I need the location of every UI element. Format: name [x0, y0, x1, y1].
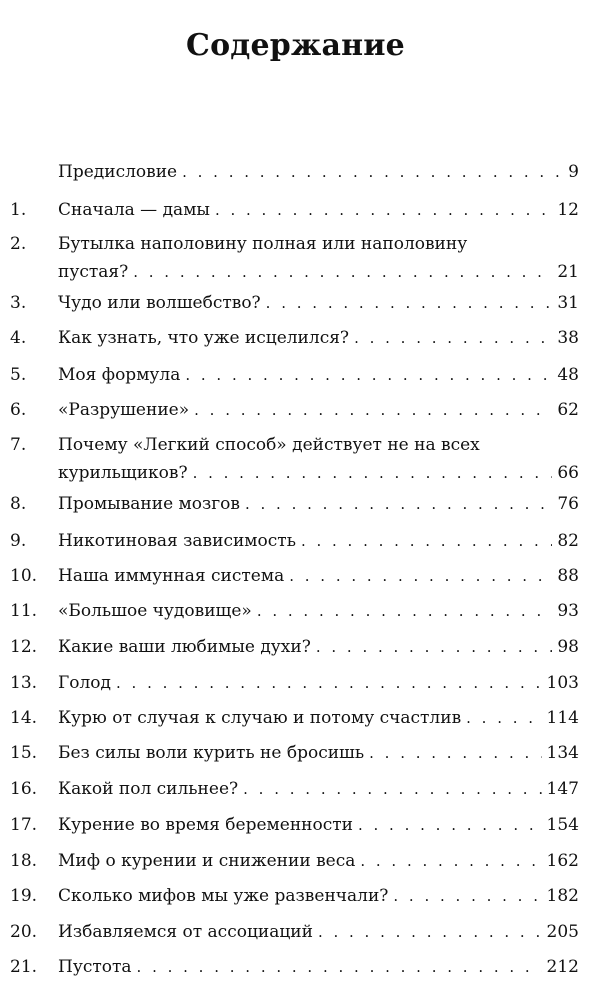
page-number: 103: [546, 673, 579, 693]
dot-leader: [316, 637, 553, 657]
chapter-title: Чудо или волшебство?: [58, 293, 261, 313]
chapter-number: 19.: [10, 886, 38, 906]
page-number: 93: [557, 601, 579, 621]
chapter-title: Пустота: [58, 957, 132, 977]
page-number: 212: [546, 957, 579, 977]
chapter-number: 11.: [10, 601, 38, 621]
chapter-title: Предисловие: [58, 162, 178, 182]
chapter-number: 16.: [10, 779, 38, 799]
page-number: 48: [557, 365, 579, 385]
page-number: 66: [557, 463, 579, 483]
dot-leader: [318, 922, 542, 942]
dot-leader: [194, 400, 552, 420]
chapter-title: курильщиков?: [58, 463, 188, 483]
page-number: 21: [557, 262, 579, 282]
dot-leader: [393, 886, 541, 906]
chapter-number: 2.: [10, 234, 27, 254]
toc-line: [58, 566, 579, 586]
chapter-number: 10.: [10, 566, 38, 586]
dot-leader: [257, 601, 553, 621]
chapter-title: «Большое чудовище»: [58, 601, 252, 621]
dot-leader: [358, 815, 542, 835]
page-number: 62: [557, 400, 579, 420]
chapter-number: 9.: [10, 531, 27, 551]
page-number: 114: [546, 708, 579, 728]
dot-leader: [116, 673, 542, 693]
chapter-title: Никотиновая зависимость: [58, 531, 296, 551]
toc-line: [58, 400, 579, 420]
page-number: 88: [557, 566, 579, 586]
chapter-number: 18.: [10, 851, 38, 871]
toc-line: [58, 851, 579, 871]
dot-leader: [185, 365, 552, 385]
chapter-title: Какие ваши любимые духи?: [58, 637, 311, 657]
dot-leader: [243, 779, 541, 799]
toc-line: [58, 601, 579, 621]
toc-line: [58, 743, 579, 763]
chapter-title: Голод: [58, 673, 111, 693]
chapter-title: «Разрушение»: [58, 400, 190, 420]
page-number: 162: [546, 851, 579, 871]
page-number: 76: [557, 494, 579, 514]
chapter-title: пустая?: [58, 262, 129, 282]
chapter-number: 15.: [10, 743, 38, 763]
toc-line: [58, 673, 579, 693]
page-number: 82: [557, 531, 579, 551]
toc-line: [58, 328, 579, 348]
chapter-title: Промывание мозгов: [58, 494, 240, 514]
chapter-title: Как узнать, что уже исцелился?: [58, 328, 350, 348]
page-number: 154: [546, 815, 579, 835]
dot-leader: [245, 494, 552, 514]
chapter-title: Моя формула: [58, 365, 181, 385]
dot-leader: [289, 566, 552, 586]
dot-leader: [137, 957, 542, 977]
toc-line: [58, 463, 579, 483]
chapter-number: 13.: [10, 673, 38, 693]
dot-leader: [133, 262, 552, 282]
page-number: 134: [546, 743, 579, 763]
dot-leader: [360, 851, 541, 871]
toc-line: [58, 779, 579, 799]
chapter-number: 17.: [10, 815, 38, 835]
chapter-number: 14.: [10, 708, 38, 728]
toc-line: [58, 262, 579, 282]
chapter-title: Курю от случая к случаю и потому счастлив: [58, 708, 462, 728]
chapter-title: Сколько мифов мы уже развенчали?: [58, 886, 389, 906]
page-number: 98: [557, 637, 579, 657]
chapter-number: 4.: [10, 328, 27, 348]
toc-line: [58, 922, 579, 942]
page-title: Содержание: [186, 28, 405, 64]
dot-leader: [266, 293, 553, 313]
toc-line: [58, 531, 579, 551]
toc-line: [58, 494, 579, 514]
chapter-number: 5.: [10, 365, 27, 385]
dot-leader: [301, 531, 552, 551]
chapter-number: 3.: [10, 293, 27, 313]
chapter-number: 1.: [10, 200, 27, 220]
dot-leader: [182, 162, 563, 182]
toc-line: [58, 200, 579, 220]
dot-leader: [354, 328, 552, 348]
chapter-number: 12.: [10, 637, 38, 657]
toc-line: [58, 708, 579, 728]
page-number: 147: [546, 779, 579, 799]
page-number: 205: [546, 922, 579, 942]
chapter-number: 20.: [10, 922, 38, 942]
page-number: 12: [557, 200, 579, 220]
toc-line: [58, 815, 579, 835]
chapter-number: 6.: [10, 400, 27, 420]
chapter-title: Наша иммунная система: [58, 566, 285, 586]
dot-leader: [193, 463, 553, 483]
dot-leader: [369, 743, 541, 763]
chapter-number: 7.: [10, 435, 27, 455]
chapter-number: 8.: [10, 494, 27, 514]
dot-leader: [215, 200, 552, 220]
chapter-title: Без силы воли курить не бросишь: [58, 743, 365, 763]
chapter-title-line: Почему «Легкий способ» действует не на всех: [58, 435, 480, 455]
chapter-title: Сначала — дамы: [58, 200, 210, 220]
toc-line: [58, 365, 579, 385]
chapter-title: Миф о курении и снижении веса: [58, 851, 356, 871]
chapter-title: Избавляемся от ассоциаций: [58, 922, 313, 942]
dot-leader: [466, 708, 541, 728]
page-number: 38: [557, 328, 579, 348]
toc-line: [58, 886, 579, 906]
page-number: 182: [546, 886, 579, 906]
toc-line: [58, 957, 579, 977]
chapter-title-line: Бутылка наполовину полная или наполовину: [58, 234, 468, 254]
chapter-title: Какой пол сильнее?: [58, 779, 239, 799]
page-number: 31: [557, 293, 579, 313]
toc-line: [58, 637, 579, 657]
toc-line: [58, 293, 579, 313]
chapter-number: 21.: [10, 957, 38, 977]
toc-line: [58, 162, 579, 182]
chapter-title: Курение во время беременности: [58, 815, 353, 835]
page-number: 9: [568, 162, 579, 182]
